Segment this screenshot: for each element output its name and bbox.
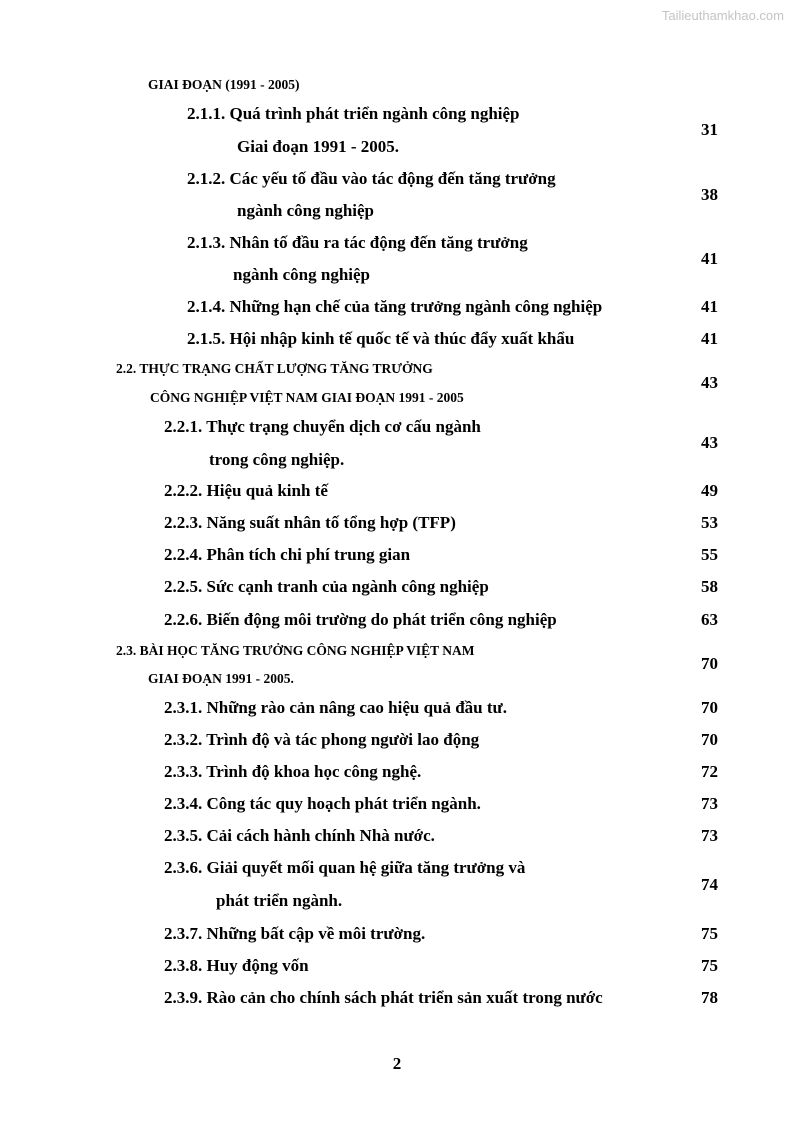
toc-page-number: 75 [701, 924, 718, 943]
toc-entry-title-cont: Giai đoạn 1991 - 2005. [237, 137, 399, 156]
toc-page-number: 70 [701, 698, 718, 717]
toc-page-number: 58 [701, 577, 718, 596]
toc-entry-title-cont: phát triển ngành. [216, 891, 343, 910]
toc-page-number: 41 [701, 297, 718, 316]
toc-page-number: 41 [701, 329, 718, 348]
toc-section-title: 2.3. BÀI HỌC TĂNG TRƯỞNG CÔNG NGHIỆP VIỆT NAM [116, 643, 475, 658]
page-number: 2 [392, 1054, 402, 1073]
toc-page-number: 49 [701, 481, 718, 500]
toc-entry-title: 2.2.1. Thực trạng chuyển dịch cơ cấu ngành [164, 417, 481, 436]
toc-page-number: 78 [701, 988, 718, 1007]
toc-entry-title: 2.3.6. Giải quyết mối quan hệ giữa tăng trưởng và [164, 858, 526, 877]
toc-entry-title: 2.2.4. Phân tích chi phí trung gian [164, 545, 411, 564]
toc-entry-title: 2.3.3. Trình độ khoa học công nghệ. [164, 762, 422, 781]
toc-section-title-cont: GIAI ĐOẠN 1991 - 2005. [148, 671, 294, 686]
watermark-text: Tailieuthamkhao.com [661, 8, 784, 23]
toc-section-title: 2.2. THỰC TRẠNG CHẤT LƯỢNG TĂNG TRƯỞNG [116, 361, 433, 376]
toc-page-number: 43 [701, 433, 718, 452]
toc-entry-title: 2.3.4. Công tác quy hoạch phát triển ngành. [164, 794, 481, 813]
toc-page-number: 73 [701, 794, 718, 813]
toc-entry-title: 2.2.5. Sức cạnh tranh của ngành công nghiệp [164, 577, 489, 596]
toc-entry-title: 2.3.2. Trình độ và tác phong người lao động [164, 730, 480, 749]
toc-entry-title: 2.3.9. Rào cản cho chính sách phát triển sản xuất trong nước [164, 988, 603, 1007]
toc-entry-title: 2.3.7. Những bất cập về môi trường. [164, 924, 426, 943]
toc-page-number: 43 [701, 373, 718, 392]
toc-page-number: 70 [701, 654, 718, 673]
toc-entry-title: 2.3.8. Huy động vốn [164, 956, 309, 975]
toc-page-number: 73 [701, 826, 718, 845]
toc-page-number: 63 [701, 610, 718, 629]
toc-entry-title: 2.1.4. Những hạn chế của tăng trưởng ngành công nghiệp [187, 297, 603, 316]
toc-entry-title-cont: ngành công nghiệp [237, 201, 374, 220]
toc-page-number: 72 [701, 762, 718, 781]
toc-entry-title: 2.2.2. Hiệu quả kinh tế [164, 481, 328, 500]
toc-entry-title: 2.1.2. Các yếu tố đầu vào tác động đến tăng trưởng [187, 169, 556, 188]
toc-entry-title-cont: ngành công nghiệp [233, 265, 370, 284]
toc-section-title-cont: CÔNG NGHIỆP VIỆT NAM GIAI ĐOẠN 1991 - 2005 [150, 390, 464, 405]
toc-page-number: 74 [701, 875, 718, 894]
toc-entry-title: 2.2.3. Năng suất nhân tố tổng hợp (TFP) [164, 513, 456, 532]
toc-page-number: 75 [701, 956, 718, 975]
toc-entry-title: 2.2.6. Biến động môi trường do phát triển công nghiệp [164, 610, 557, 629]
toc-entry-title: 2.3.5. Cải cách hành chính Nhà nước. [164, 826, 435, 845]
toc-page-number: 31 [701, 120, 718, 139]
toc-entry-title: 2.3.1. Những rào cản nâng cao hiệu quả đầu tư. [164, 698, 507, 717]
toc-page-number: 41 [701, 249, 718, 268]
toc-page-number: 53 [701, 513, 718, 532]
toc-entry-title: 2.1.1. Quá trình phát triển ngành công nghiệp [187, 104, 520, 123]
toc-entry-title-cont: trong công nghiệp. [209, 450, 345, 469]
toc-entry-title: 2.1.5. Hội nhập kinh tế quốc tế và thúc đẩy xuất khẩu [187, 329, 575, 348]
toc-entry-title: 2.1.3. Nhân tố đầu ra tác động đến tăng trưởng [187, 233, 528, 252]
toc-page-number: 38 [701, 185, 718, 204]
toc-page-number: 55 [701, 545, 718, 564]
toc-page-number: 70 [701, 730, 718, 749]
toc-continued-heading: GIAI ĐOẠN (1991 - 2005) [148, 77, 300, 92]
